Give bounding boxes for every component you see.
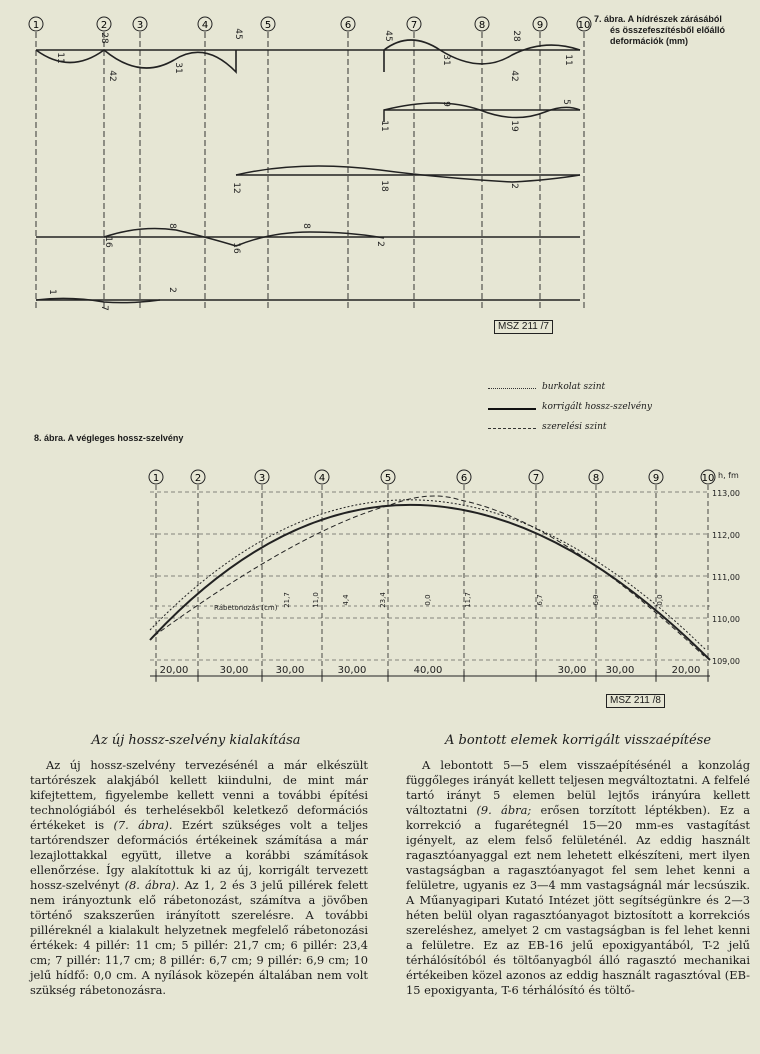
corrected-profile	[150, 505, 710, 660]
elevation-1: 113,00	[712, 489, 740, 498]
r5-v1: 1	[47, 289, 57, 295]
figure-8-code: MSZ 211 /8	[606, 694, 665, 708]
legend-item-2: korrigált hossz-szelvény	[542, 402, 652, 412]
f7-pillar-label: 2	[100, 20, 108, 31]
r1-v5: 45	[233, 28, 243, 40]
section-heading-left: Az új hossz-szelvény kialakítása	[91, 733, 301, 748]
r4-v2: 8	[167, 223, 177, 229]
r1-v4: 31	[173, 62, 183, 74]
r1-v10: 11	[563, 54, 573, 66]
left-column	[30, 758, 368, 998]
r2-v1: 11	[379, 120, 389, 132]
span-2: 30,00	[219, 665, 249, 676]
caption-line: deformációk (mm)	[610, 36, 689, 46]
r3-v1: 12	[231, 182, 241, 194]
f8-pillar-label: 3	[258, 473, 266, 484]
legend-item-1: burkolat szint	[542, 382, 606, 392]
elevation-2: 112,00	[712, 531, 740, 540]
r1-v8: 42	[509, 70, 519, 82]
f7-pillar-label: 1	[32, 20, 40, 31]
r1-v6: 45	[383, 30, 393, 42]
caption-line: és összefeszítésből előálló	[610, 25, 726, 35]
r5-v3: 2	[167, 287, 177, 293]
elevation-4: 110,00	[712, 615, 740, 624]
r4-v4: 8	[301, 223, 311, 229]
f8-pillar-label: 7	[532, 473, 540, 484]
f7-pillar-label: 5	[264, 20, 272, 31]
r1-v7: 31	[441, 54, 451, 66]
f7-pillar-label: 8	[478, 20, 486, 31]
figure-7-code: MSZ 211 /7	[494, 320, 553, 334]
correction-3: 4,4	[342, 594, 350, 606]
correction-1: 21,7	[283, 592, 291, 608]
f8-pillar-label: 1	[152, 473, 160, 484]
figure-8-caption: 8. ábra. A végleges hossz-szelvény	[34, 433, 184, 443]
r1-v9: 28	[511, 30, 521, 42]
r4-v5: 2	[375, 241, 385, 247]
section-heading-right: A bontott elemek korrigált visszaépítése	[444, 733, 712, 748]
f7-pillar-label: 7	[410, 20, 418, 31]
r5-v2: 7	[99, 305, 109, 311]
elevation-5: 109,00	[712, 657, 740, 666]
correction-8: 6,9	[592, 594, 600, 606]
correction-5: 0,0	[424, 594, 432, 606]
legend-item-3: szerelési szint	[542, 422, 607, 432]
r1-v2: 28	[99, 32, 109, 44]
correction-label: Rábetonozás (cm)	[214, 604, 278, 612]
left-paragraph: Az új hossz-szelvény tervezésénél a már elkészült tartórészek alakjából kellett kiindulni, de mint már kifejtettem, figyelembe kellett venni a további építési technológiából és terhelésekből keletkező deformációs értékeket is (7. ábra). Ezért szükséges volt a teljes tartórendszer deformációs értékeinek számítása a már lezajlottakkal együtt, illetve a korábbi számítások ellenőrzése. Így alakítottuk ki az új, korrigált tervezett hossz-szelvényt (8. ábra). Az 1, 2 és 3 jelű pillérek felett nem irányoztunk elő rábetonozást, számítva a jövőben történő szakszerűen irányított szerelésre. A további pilléreknél a kialakult helyzetnek megfelelő rábetonozási értékek: 4 pillér: 11 cm; 5 pillér: 21,7 cm; 6 pillér: 23,4 cm; 7 pillér: 11,7 cm; 8 pillér: 6,7 cm; 9 pillér: 6,9 cm; 10 jelű hídfő: 0,0 cm. A nyílások közepén általában nem volt szükség rábetonozásra.	[30, 758, 368, 997]
f8-pillar-label: 8	[592, 473, 600, 484]
f8-pillar-label: 9	[652, 473, 660, 484]
f7-pillar-label: 9	[536, 20, 544, 31]
span-3: 30,00	[275, 665, 305, 676]
f8-pillar-label: 5	[384, 473, 392, 484]
f7-pillar-label: 6	[344, 20, 352, 31]
r1-v1: 11	[55, 52, 65, 64]
span-8: 20,00	[671, 665, 701, 676]
caption-line: 7. ábra. A hídrészek zárásából	[594, 14, 722, 24]
f8-pillar-label: 10	[701, 473, 715, 484]
road-level	[150, 500, 706, 650]
span-4: 30,00	[337, 665, 367, 676]
span-6: 30,00	[557, 665, 587, 676]
r4-v3: 16	[231, 242, 241, 254]
f7-pillar-label: 3	[136, 20, 144, 31]
f7-pillar-label: 4	[201, 20, 209, 31]
unit-label: h, fm	[718, 471, 739, 480]
elevation-3: 111,00	[712, 573, 740, 582]
r4-v1: 16	[103, 236, 113, 248]
r3-v3: 2	[509, 183, 519, 189]
r2-v2: 9	[441, 101, 451, 107]
r3-v2: 18	[379, 180, 389, 192]
correction-2: 11,0	[312, 592, 320, 608]
correction-7: 6,7	[536, 594, 544, 606]
correction-9: 0,0	[656, 594, 664, 606]
span-5: 40,00	[413, 665, 443, 676]
right-column	[406, 758, 750, 998]
span-1: 20,00	[159, 665, 189, 676]
f8-pillar-label: 6	[460, 473, 468, 484]
r2-v4: 5	[561, 99, 571, 105]
correction-4: 23,4	[379, 592, 387, 608]
correction-6: 11,7	[464, 592, 472, 608]
f7-pillar-label: 10	[577, 20, 591, 31]
r2-v3: 19	[509, 120, 519, 132]
right-paragraph: A lebontott 5—5 elem visszaépítésénél a konzolág függőleges irányát kellett teljesen megváltoztatni. A felfelé tartó irányt 5 elemen belül lejtős irányúra kellett változtatni (9. ábra; erősen torzított léptékben). Ez a korrekció a fugarétegnél 15—20 mm-es vastagítást igényelt, az elem felső felületénél. Az eddig használt ragasztóanyaggal ezt nem lehetett elkészíteni, mert ilyen vastagságban a ragasztóanyagot fel sem lehet kenni a felületre, ugyanis ez 3—4 mm vastagságnál már lecsúszik. A Műanyagipari Kutató Intézet jött segítségünkre és 2—3 héten belül olyan ragasztóanyagot biztosított a korrekciós szereléshez, amelyet 2 cm vastagságban is fel lehet kenni a felületre. Ez az EB-16 jelű epoxigyantából, T-2 jelű térhálósítóból és töltőanyagból álló ragasztó mechanikai értékeiben közel azonos az eddig használt ragasztóval (EB-15 epoxigyanta, T-6 térhálósító és töltő-	[406, 758, 750, 997]
span-7: 30,00	[605, 665, 635, 676]
f8-pillar-label: 4	[318, 473, 326, 484]
f8-pillar-label: 2	[194, 473, 202, 484]
r1-v3: 42	[107, 70, 117, 82]
